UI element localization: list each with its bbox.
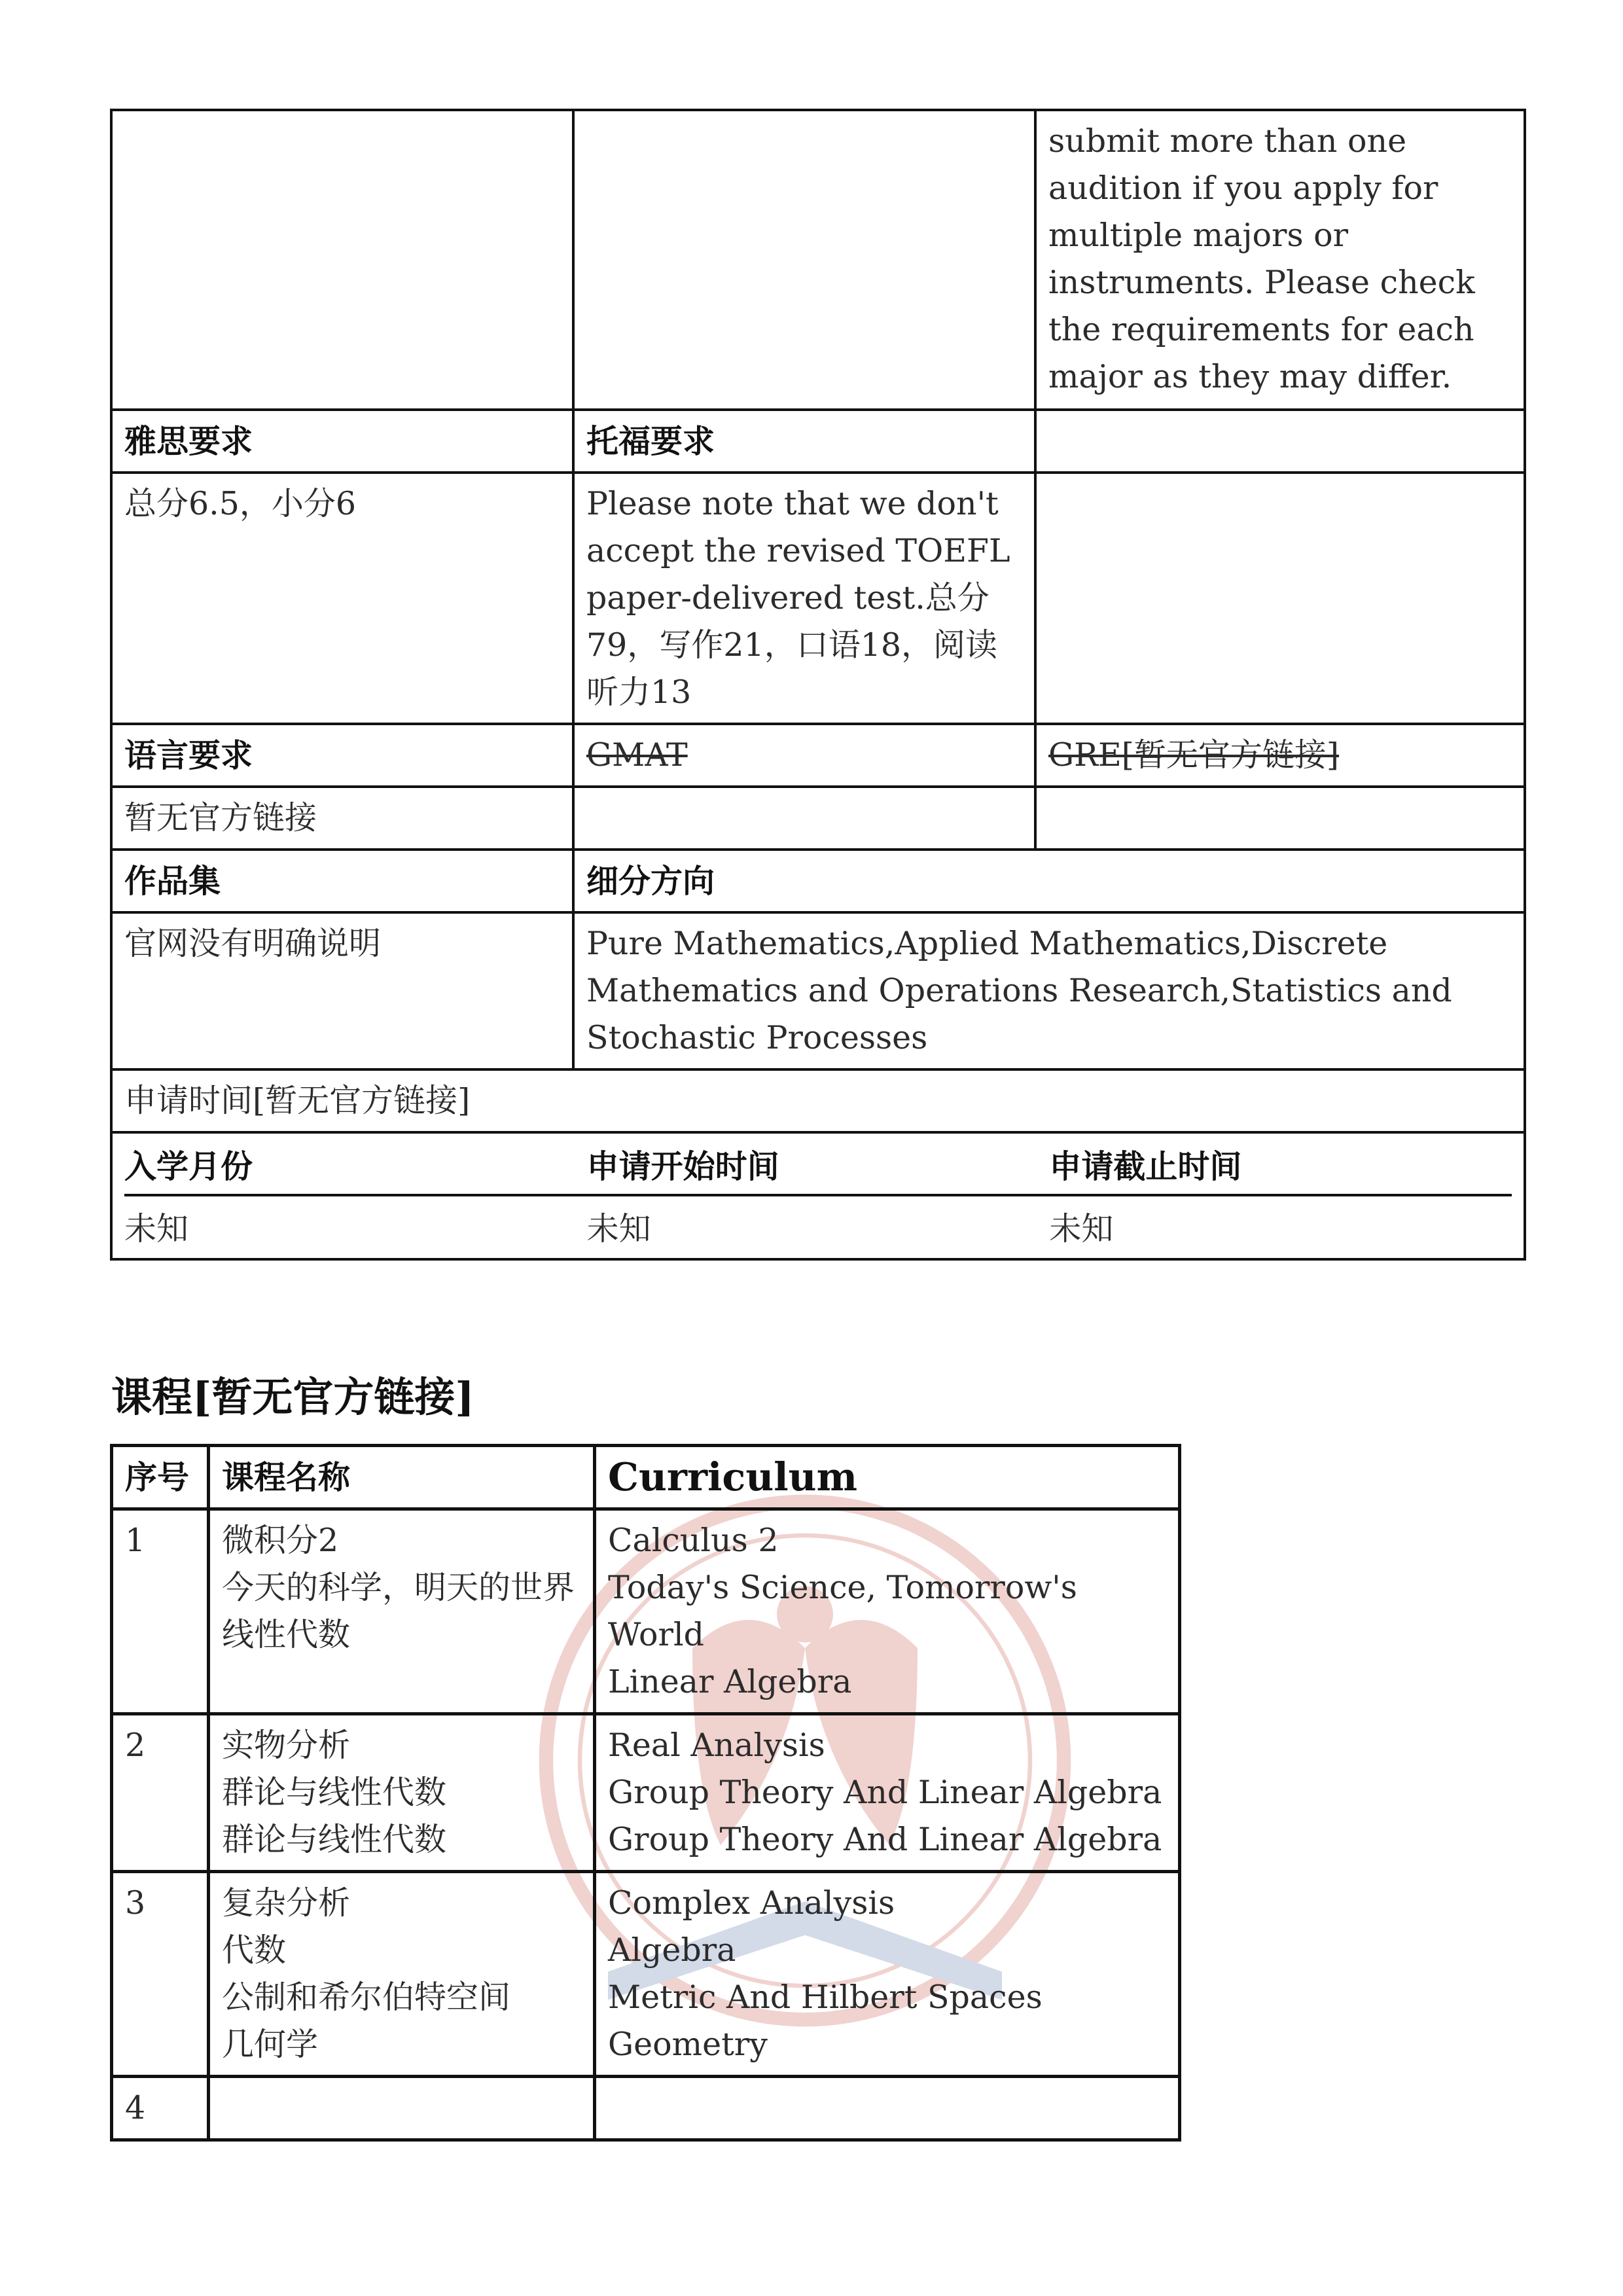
requirements-table xyxy=(110,109,1526,1261)
audition-row xyxy=(111,110,1525,410)
table-row xyxy=(112,1714,1180,1872)
empty-cell xyxy=(1035,410,1525,473)
time-table xyxy=(124,1134,1512,1258)
direction-value: Pure Mathematics,Applied Mathematics,Discrete Mathematics and Operations Research,Statistics and Stochastic Processes xyxy=(573,912,1525,1069)
direction-label: 细分方向 xyxy=(573,850,1525,912)
portfolio-value-row xyxy=(111,912,1525,1069)
language-label: 语言要求 xyxy=(111,724,573,787)
application-time-label: 申请时间[暂无官方链接] xyxy=(111,1069,1525,1132)
time-value: 未知 xyxy=(1049,1210,1114,1247)
language-header-row xyxy=(111,724,1525,787)
portfolio-label: 作品集 xyxy=(111,850,573,912)
curriculum-item: Group Theory And Linear Algebra xyxy=(608,1774,1162,1811)
course-names xyxy=(209,2077,595,2140)
course-names xyxy=(209,1872,595,2077)
curriculum-item: Today's Science, Tomorrow's World xyxy=(608,1569,1077,1653)
time-header: 入学月份 xyxy=(124,1134,587,1195)
course-name: 群论与线性代数 xyxy=(222,1821,447,1858)
time-value-row xyxy=(124,1195,1512,1258)
empty-cell xyxy=(573,110,1035,410)
course-table xyxy=(110,1444,1181,2142)
course-header-no: 序号 xyxy=(112,1446,209,1509)
course-name: 群论与线性代数 xyxy=(222,1774,447,1811)
course-name: 今天的科学，明天的世界 xyxy=(222,1569,575,1606)
toefl-value: Please note that we don't accept the revised TOEFL paper-delivered test.总分79，写作21，口语18，阅读听力13 xyxy=(573,473,1035,724)
ielts-value: 总分6.5，小分6 xyxy=(111,473,573,724)
course-curriculum xyxy=(595,1509,1180,1714)
test-header-row xyxy=(111,410,1525,473)
curriculum-item: Geometry xyxy=(608,2026,768,2063)
course-curriculum xyxy=(595,2077,1180,2140)
curriculum-item: Group Theory And Linear Algebra xyxy=(608,1821,1162,1858)
audition-note: submit more than one audition if you apply for multiple majors or instruments. Please check the requirements for each major as they may differ. xyxy=(1035,110,1525,410)
course-curriculum xyxy=(595,1872,1180,2077)
course-no: 4 xyxy=(112,2077,209,2140)
course-name: 线性代数 xyxy=(222,1616,351,1653)
curriculum-item: Metric And Hilbert Spaces xyxy=(608,1979,1043,2016)
course-name: 公制和希尔伯特空间 xyxy=(222,1979,511,2016)
course-name: 实物分析 xyxy=(222,1727,351,1764)
course-name: 几何学 xyxy=(222,2026,319,2063)
time-table-row xyxy=(111,1132,1525,1259)
portfolio-value: 官网没有明确说明 xyxy=(111,912,573,1069)
empty-cell xyxy=(1035,787,1525,850)
table-row xyxy=(112,1509,1180,1714)
curriculum-item: Algebra xyxy=(608,1931,736,1969)
course-header-name: 课程名称 xyxy=(209,1446,595,1509)
toefl-label: 托福要求 xyxy=(573,410,1035,473)
gre-label: GRE[暂无官方链接] xyxy=(1035,724,1525,787)
course-no: 2 xyxy=(112,1714,209,1872)
table-row xyxy=(112,1872,1180,2077)
course-header-curriculum: Curriculum xyxy=(595,1446,1180,1509)
application-time-row xyxy=(111,1069,1525,1132)
table-row xyxy=(112,2077,1180,2140)
empty-cell xyxy=(111,110,573,410)
time-header-row xyxy=(124,1134,1512,1195)
course-no: 3 xyxy=(112,1872,209,2077)
course-curriculum xyxy=(595,1714,1180,1872)
course-name: 复杂分析 xyxy=(222,1884,351,1922)
portfolio-header-row xyxy=(111,850,1525,912)
time-header: 申请截止时间 xyxy=(1049,1134,1512,1195)
course-name: 代数 xyxy=(222,1931,287,1969)
course-no: 1 xyxy=(112,1509,209,1714)
course-header-row xyxy=(112,1446,1180,1509)
curriculum-item: Linear Algebra xyxy=(608,1663,852,1700)
empty-cell xyxy=(1035,473,1525,724)
course-names xyxy=(209,1714,595,1872)
test-value-row xyxy=(111,473,1525,724)
course-name: 微积分2 xyxy=(222,1522,339,1559)
ielts-label: 雅思要求 xyxy=(111,410,573,473)
curriculum-item: Complex Analysis xyxy=(608,1884,895,1922)
gmat-label: GMAT xyxy=(573,724,1035,787)
curriculum-item: Real Analysis xyxy=(608,1727,825,1764)
course-names xyxy=(209,1509,595,1714)
time-header: 申请开始时间 xyxy=(587,1134,1050,1195)
time-value: 未知 xyxy=(124,1210,189,1247)
course-title: 课程[暂无官方链接] xyxy=(111,1373,474,1421)
language-value-row xyxy=(111,787,1525,850)
language-value: 暂无官方链接 xyxy=(111,787,573,850)
time-table-cell xyxy=(111,1132,1525,1259)
time-value: 未知 xyxy=(586,1210,651,1247)
curriculum-item: Calculus 2 xyxy=(608,1522,779,1559)
empty-cell xyxy=(573,787,1035,850)
